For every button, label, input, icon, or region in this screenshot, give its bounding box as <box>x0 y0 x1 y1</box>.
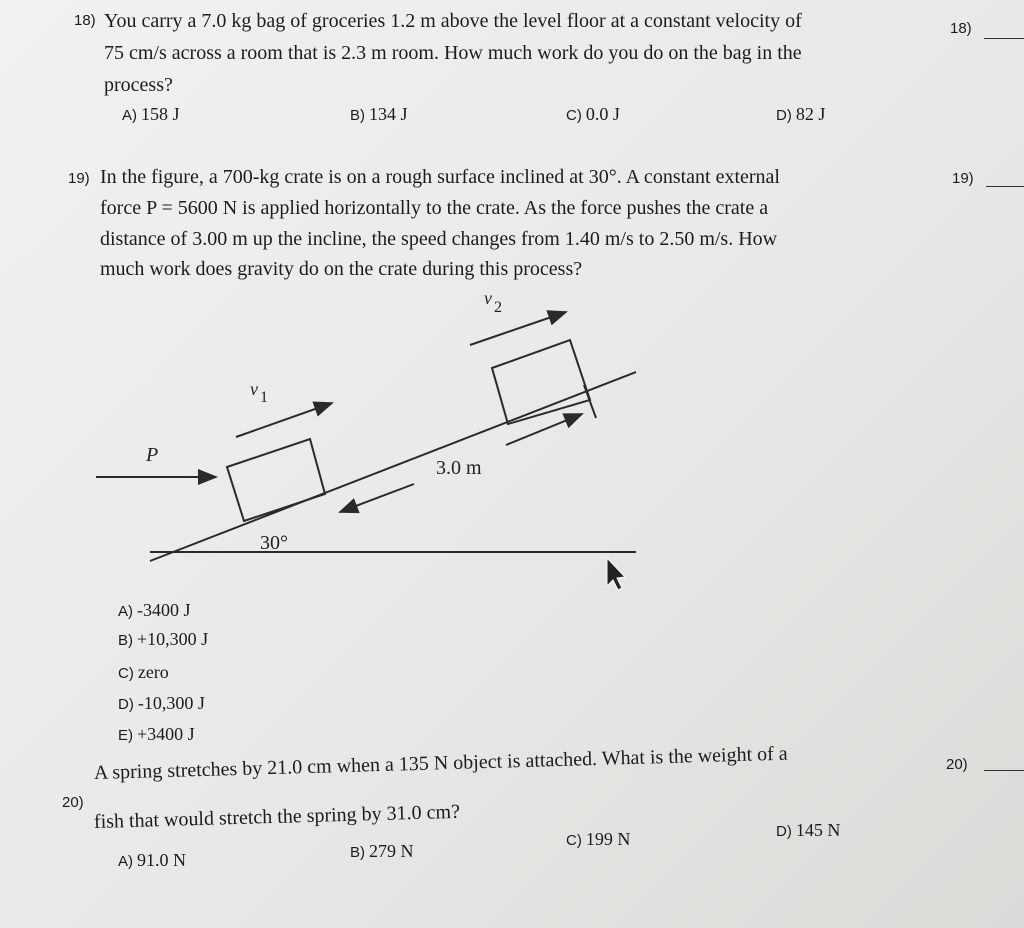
q19-line-3: distance of 3.00 m up the incline, the speed changes from 1.40 m/s to 2.50 m/s. How <box>100 228 778 250</box>
q20-choice-a[interactable]: A) 91.0 N <box>118 850 186 870</box>
q19-choice-a[interactable]: A) -3400 J <box>118 600 191 620</box>
q19-line-4: much work does gravity do on the crate during this process? <box>100 258 583 280</box>
q20-choice-d[interactable]: D) 145 N <box>776 820 841 840</box>
q19-line-1: In the figure, a 700-kg crate is on a rough surface inclined at 30°. A constant external <box>100 166 780 188</box>
q19-number: 19) <box>68 170 90 187</box>
q18-choice-b[interactable]: B) 134 J <box>350 104 408 124</box>
q19-answer-number: 19) <box>952 170 974 187</box>
q20-number: 20) <box>62 794 84 811</box>
q19-choice-d[interactable]: D) -10,300 J <box>118 693 205 713</box>
crate-end <box>492 340 590 424</box>
q18-line-3: process? <box>104 74 173 96</box>
q20-line-1: A spring stretches by 21.0 cm when a 135 N object is attached. What is the weight of a <box>93 742 788 784</box>
q20-choice-c[interactable]: C) 199 N <box>566 829 631 849</box>
q18-answer-number: 18) <box>950 20 972 37</box>
q18-line-2: 75 cm/s across a room that is 2.3 m room. How much work do you do on the bag in the <box>104 42 802 64</box>
q18-choice-a[interactable]: A) 158 J <box>122 104 180 124</box>
q20-answer-number: 20) <box>946 756 968 773</box>
q20-choice-b[interactable]: B) 279 N <box>350 841 414 861</box>
v1-subscript: 1 <box>260 389 268 406</box>
incline-line <box>150 372 636 561</box>
q19-line-2: force P = 5600 N is applied horizontally to the crate. As the force pushes the crate a <box>100 197 769 219</box>
v1-arrow <box>236 403 332 437</box>
v2-subscript: 2 <box>494 299 502 316</box>
force-p-label: P <box>146 444 159 466</box>
angle-label: 30° <box>260 532 288 554</box>
v2-arrow <box>470 312 566 345</box>
q19-choice-c[interactable]: C) zero <box>118 662 169 682</box>
q18-number: 18) <box>74 12 96 29</box>
distance-arrow-down <box>340 484 414 512</box>
q19-choice-b[interactable]: B) +10,300 J <box>118 629 209 649</box>
distance-label: 3.0 m <box>436 457 482 479</box>
v1-label: v <box>250 379 258 399</box>
mouse-cursor-icon <box>607 558 625 590</box>
q18-choice-c[interactable]: C) 0.0 J <box>566 104 620 124</box>
q20-answer-blank[interactable] <box>984 770 1024 771</box>
q18-line-1: You carry a 7.0 kg bag of groceries 1.2 m above the level floor at a constant velocity of <box>104 10 802 32</box>
q19-choice-e[interactable]: E) +3400 J <box>118 724 195 744</box>
q20-line-2: fish that would stretch the spring by 31.0 cm? <box>93 800 461 833</box>
q18-choice-d[interactable]: D) 82 J <box>776 104 826 124</box>
crate-start <box>227 439 325 521</box>
v2-label: v <box>484 288 492 308</box>
